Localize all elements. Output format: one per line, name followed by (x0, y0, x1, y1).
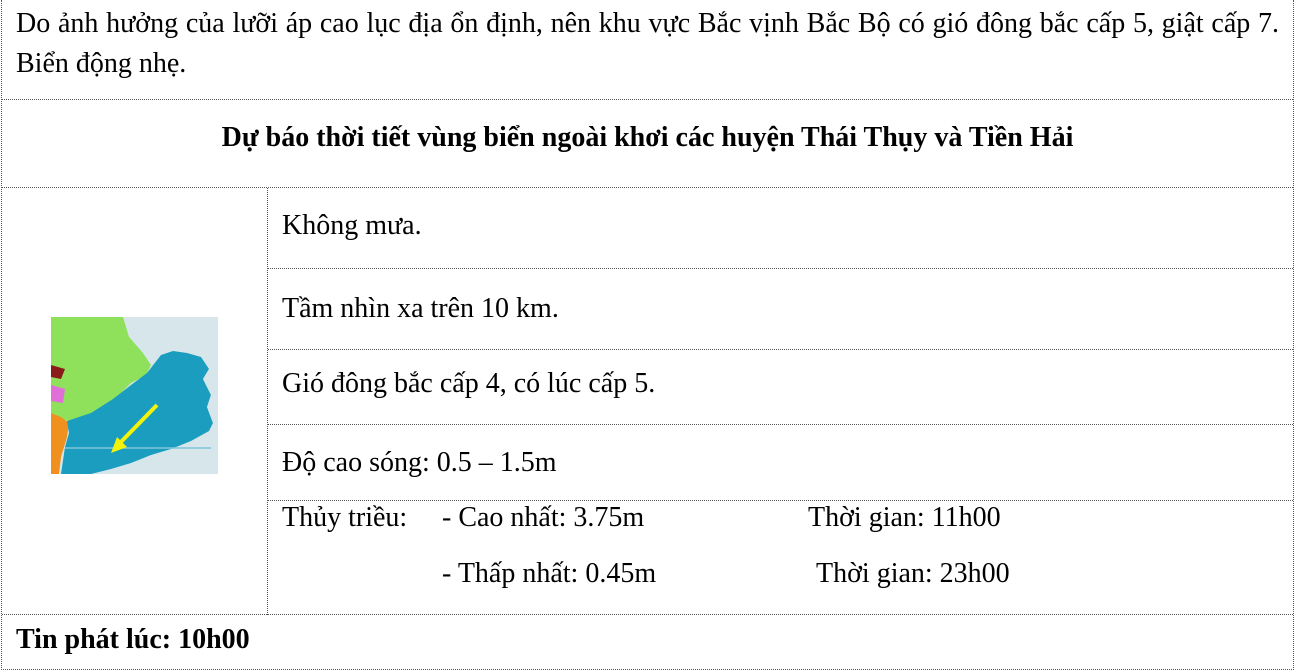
wind-line (268, 350, 1293, 425)
wind-direction-map-icon (51, 317, 218, 474)
forecast-body-row (2, 188, 1293, 615)
wind-text: Gió đông bắc cấp 4, có lúc cấp 5. (282, 368, 656, 399)
tide-high-time: Thời gian: 11h00 (808, 502, 1001, 533)
tide-label: Thủy triều: (282, 502, 408, 533)
rain-line (268, 188, 1293, 269)
map-cell (2, 188, 268, 615)
footer-row (2, 615, 1293, 670)
tide-low: - Thấp nhất: 0.45m (442, 558, 657, 589)
visibility-line (268, 269, 1293, 350)
issued-time: Tin phát lúc: 10h00 (16, 624, 250, 655)
wave-text: Độ cao sóng: 0.5 – 1.5m (282, 447, 557, 478)
forecast-details (268, 188, 1293, 614)
forecast-title: Dự báo thời tiết vùng biển ngoài khơi các huyện Thái Thụy và Tiền Hải (221, 122, 1074, 153)
tide-low-time: Thời gian: 23h00 (816, 558, 1010, 589)
tide-high: - Cao nhất: 3.75m (442, 502, 645, 533)
title-row (2, 100, 1293, 188)
tide-line (268, 501, 1293, 615)
forecast-table (1, 0, 1294, 670)
intro-row (2, 0, 1293, 100)
rain-text: Không mưa. (282, 210, 422, 241)
wave-line (268, 425, 1293, 501)
visibility-text: Tầm nhìn xa trên 10 km. (282, 293, 559, 324)
intro-text: Do ảnh hưởng của lưỡi áp cao lục địa ổn định, nên khu vực Bắc vịnh Bắc Bộ có gió đông bắc cấp 5, giật cấp 7. Biển động nhẹ. (16, 8, 1279, 79)
